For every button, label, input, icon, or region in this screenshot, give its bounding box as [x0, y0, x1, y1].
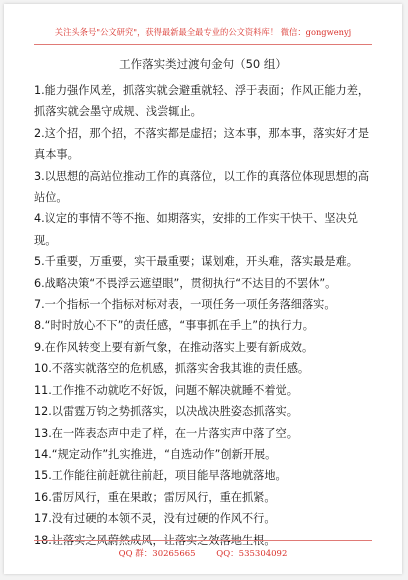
- footer-qq: QQ：535304092: [216, 549, 288, 559]
- list-item: 2.这个招，那个招，不落实都是虚招；这本事，那本事，落实好才是真本事。: [34, 126, 370, 162]
- footer-divider: [34, 540, 372, 541]
- list-item: 15.工作能往前赶就往前赶，项目能早落地就落地。: [34, 469, 287, 483]
- list-item: 18.让落实之风蔚然成风，让落实之效落地生根。: [34, 533, 276, 547]
- list-item: 1.能力强作风差，抓落实就会避重就轻、浮于表面；作风正能力差，抓落实就会墨守成规、浅尝辄止。: [34, 84, 370, 119]
- document-body: [34, 80, 374, 551]
- footer-qq-group: QQ 群：30265665: [118, 549, 196, 559]
- list-item: 10.不落实就落空的危机感，抓落实舍我其谁的责任感。: [34, 362, 310, 376]
- list-item: 16.雷厉风行，重在果敢；雷厉风行，重在抓紧。: [34, 490, 276, 504]
- list-item: 8.“时时放心不下”的责任感，“事事抓在手上”的执行力。: [34, 319, 314, 333]
- document-title: 工作落实类过渡句金句（50 组）: [119, 57, 287, 71]
- list-item: 14.“规定动作”扎实推进，“自选动作”创新开展。: [34, 447, 277, 461]
- list-item: 5.千重要，万重要，实干最重要；谋划难，开头难，落实最是难。: [34, 255, 358, 269]
- header-divider: [34, 44, 372, 45]
- list-item: 6.战略决策“不畏浮云遮望眼”，贯彻执行“不达目的不罢休”。: [34, 276, 337, 290]
- list-item: 7.一个指标一个指标对标对表，一项任务一项任务落细落实。: [34, 298, 336, 312]
- list-item: 9.在作风转变上要有新气象，在推动落实上要有新成效。: [34, 340, 314, 354]
- list-item: 12.以雷霆万钧之势抓落实，以决战决胜姿态抓落实。: [34, 405, 298, 419]
- list-item: 4.议定的事情不等不拖、如期落实，安排的工作实干快干、坚决兑现。: [34, 212, 358, 247]
- document-page: [4, 4, 402, 574]
- list-item: 11.工作推不动就吃不好饭，问题不解决就睡不着觉。: [34, 383, 298, 397]
- list-item: 17.没有过硬的本领不灵，没有过硬的作风不行。: [34, 512, 276, 526]
- header-banner: 关注头条号"公文研究"，获得最新最全最专业的公文资料库！ 微信：gongwenyj: [54, 27, 352, 37]
- list-item: 3.以思想的高站位推动工作的真落位，以工作的真落位体现思想的高站位。: [34, 169, 370, 205]
- footer: [4, 547, 402, 559]
- list-item: 13.在一阵表态声中走了样，在一片落实声中落了空。: [34, 426, 298, 440]
